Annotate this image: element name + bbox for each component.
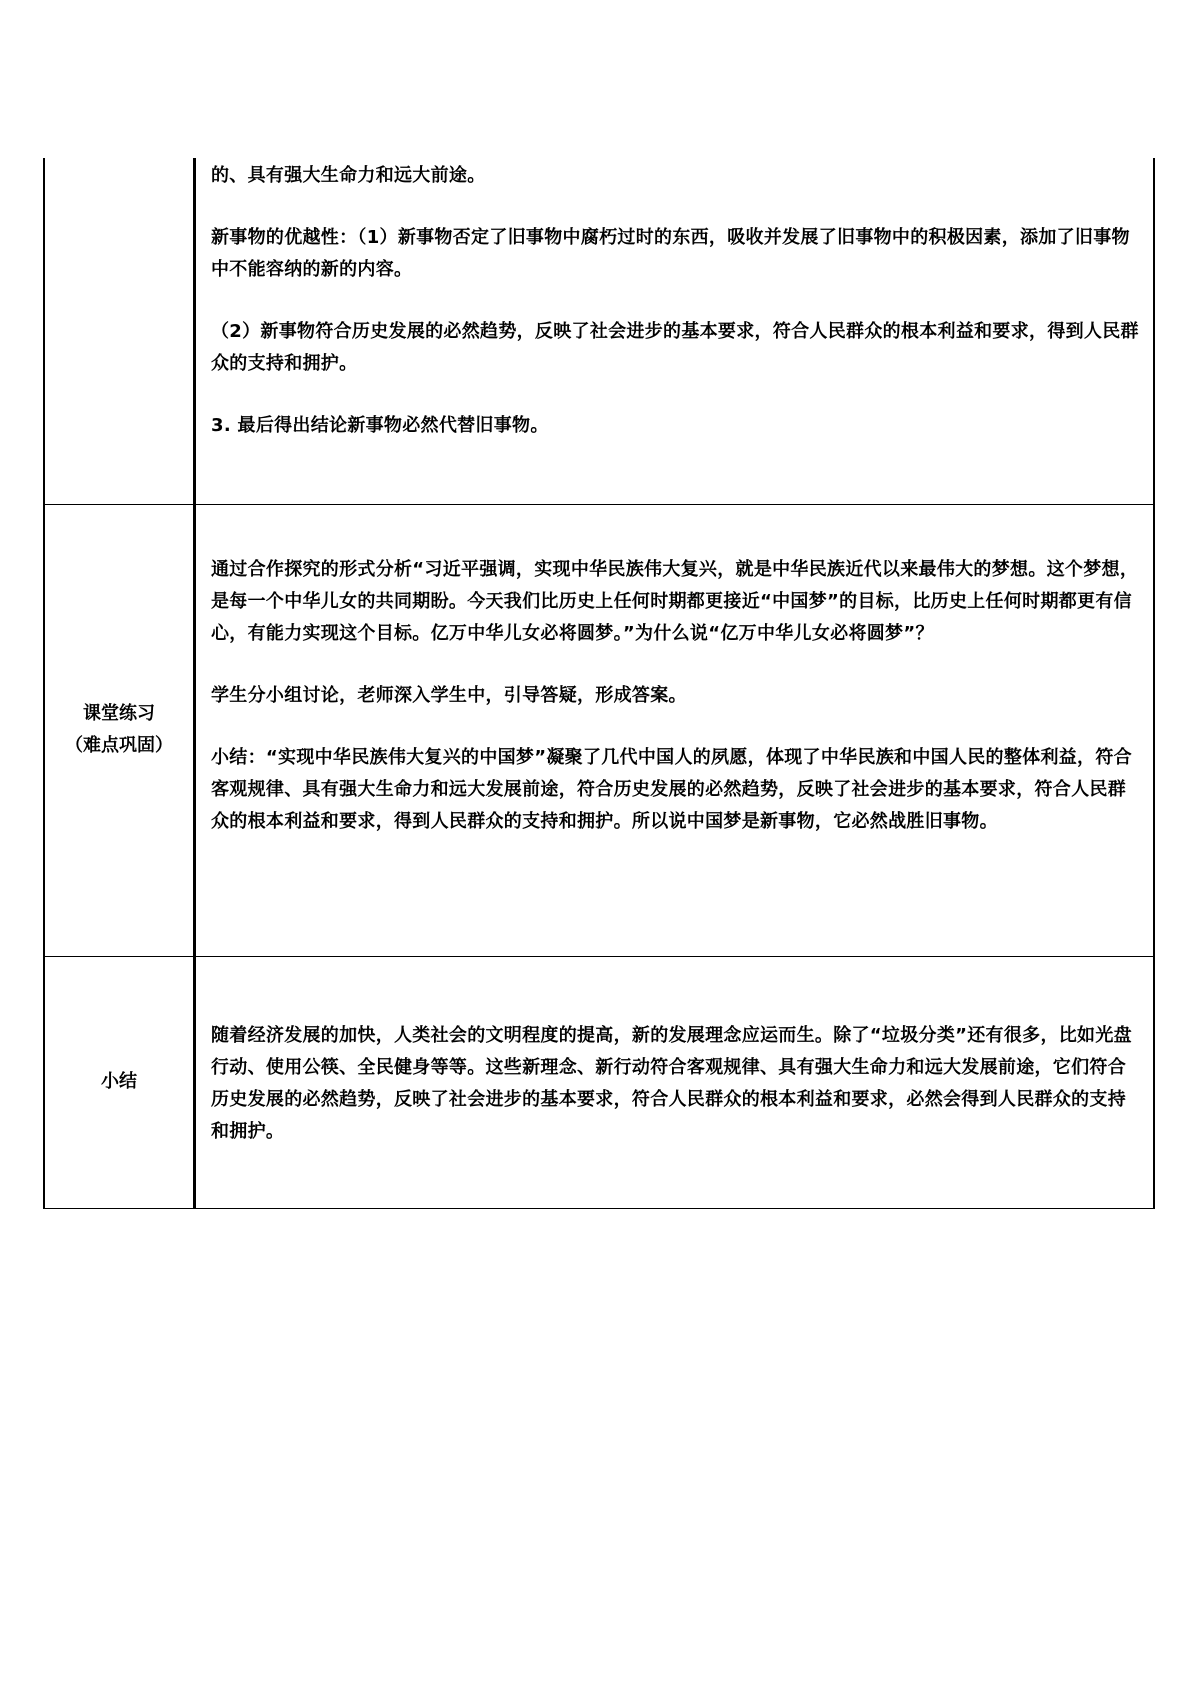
row-content-cell [195, 158, 1155, 504]
table-row [44, 158, 1154, 504]
paragraph: 学生分小组讨论，老师深入学生中，引导答疑，形成答案。 [211, 684, 687, 706]
table-row [44, 504, 1154, 956]
paragraph: （2）新事物符合历史发展的必然趋势，反映了社会进步的基本要求，符合人民群众的根本利益和要求，得到人民群众的支持和拥护。 [211, 321, 1139, 374]
paragraph: 新事物的优越性：（1）新事物否定了旧事物中腐朽过时的东西，吸收并发展了旧事物中的积极因素，添加了旧事物中不能容纳的新的内容。 [211, 227, 1130, 280]
row-label-line: 课堂练习 [83, 703, 155, 724]
row-content-cell [195, 504, 1155, 956]
paragraph: 的、具有强大生命力和远大前途。 [211, 165, 486, 186]
lesson-plan-table [43, 158, 1155, 1209]
row-label-cell [44, 158, 195, 504]
paragraph: 通过合作探究的形式分析“习近平强调，实现中华民族伟大复兴，就是中华民族近代以来最伟大的梦想。这个梦想，是每一个中华儿女的共同期盼。今天我们比历史上任何时期都更接近“中国梦”的目标，比历史上任何时期都更有信心，有能力实现这个目标。亿万中华儿女必将圆梦。”为什么说“亿万中华儿女必将圆梦”？ [211, 558, 1139, 644]
row-label-line: （难点巩固） [65, 735, 173, 756]
table-row [44, 956, 1154, 1208]
paragraph: 3. 最后得出结论新事物必然代替旧事物。 [211, 415, 549, 436]
paragraph: 随着经济发展的加快，人类社会的文明程度的提高，新的发展理念应运而生。除了“垃圾分类”还有很多，比如光盘行动、使用公筷、全民健身等等。这些新理念、新行动符合客观规律、具有强大生命力和远大发展前途，它们符合历史发展的必然趋势，反映了社会进步的基本要求，符合人民群众的根本利益和要求，必然会得到人民群众的支持和拥护。 [211, 1024, 1132, 1142]
row-content-cell [195, 956, 1155, 1208]
row-label-cell [44, 956, 195, 1208]
row-label-line: 小结 [101, 1071, 137, 1092]
row-label-cell [44, 504, 195, 956]
paragraph: 小结：“实现中华民族伟大复兴的中国梦”凝聚了几代中国人的夙愿，体现了中华民族和中国人民的整体利益，符合客观规律、具有强大生命力和远大发展前途，符合历史发展的必然趋势，反映了社会进步的基本要求，符合人民群众的根本利益和要求，得到人民群众的支持和拥护。所以说中国梦是新事物，它必然战胜旧事物。 [211, 746, 1132, 832]
